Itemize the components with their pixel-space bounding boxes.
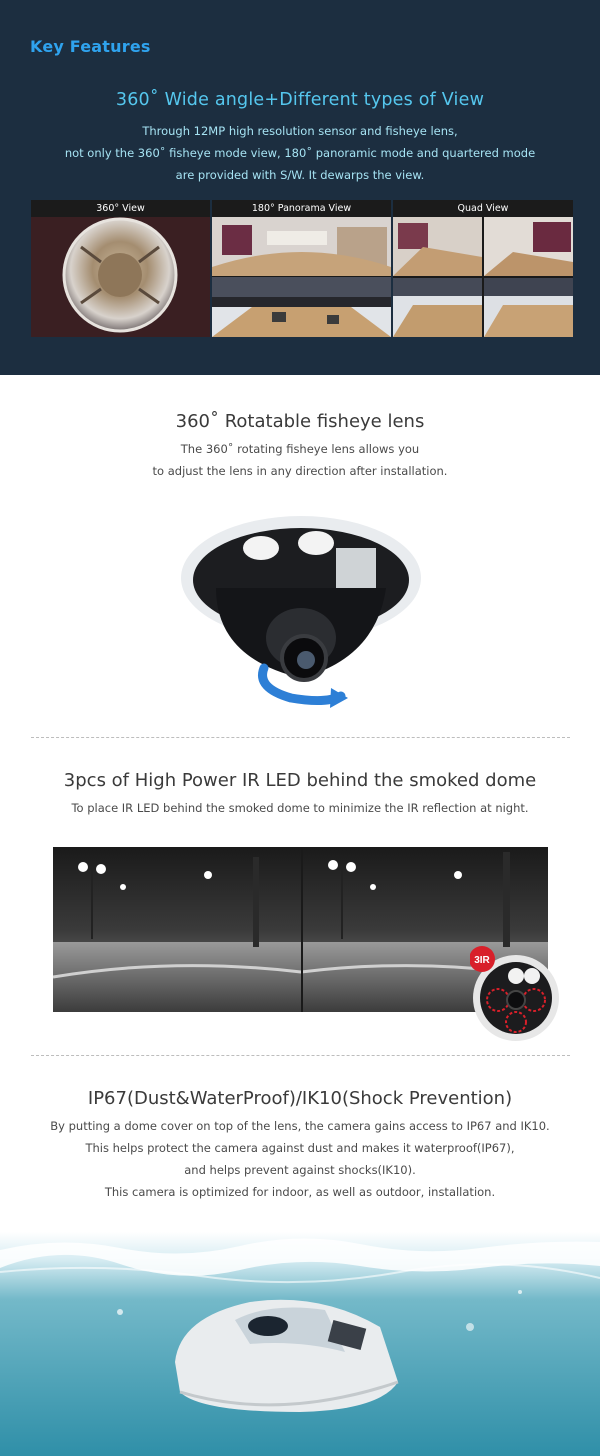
view-panorama bbox=[212, 200, 391, 337]
description-line: The 360˚ rotating fisheye lens allows you bbox=[180, 442, 420, 456]
description-line: Through 12MP high resolution sensor and fisheye lens, bbox=[142, 124, 458, 138]
quad-image bbox=[393, 217, 573, 337]
rotatable-description bbox=[0, 438, 600, 482]
key-features-section bbox=[0, 0, 600, 375]
rotating-camera-illustration bbox=[176, 508, 426, 718]
view-label: 360° View bbox=[31, 200, 210, 217]
view-label: 180° Panorama View bbox=[212, 200, 391, 217]
description-line: This camera is optimized for indoor, as well as outdoor, installation. bbox=[104, 1185, 496, 1199]
ir-title: 3pcs of High Power IR LED behind the smoked dome bbox=[63, 770, 537, 791]
ip67-title: IP67(Dust&WaterProof)/IK10(Shock Prevention) bbox=[87, 1088, 513, 1109]
ir-description bbox=[0, 797, 600, 819]
wide-angle-title: 360˚ Wide angle+Different types of View bbox=[115, 90, 485, 110]
underwater-camera-image bbox=[0, 1232, 600, 1456]
view-360 bbox=[31, 200, 210, 337]
description-line: are provided with S/W. It dewarps the view. bbox=[175, 168, 425, 182]
view-quad bbox=[393, 200, 573, 337]
ir-badge-label: 3IR bbox=[474, 955, 490, 966]
section-divider bbox=[31, 737, 570, 738]
panorama-image bbox=[212, 217, 391, 337]
view-modes-strip bbox=[31, 200, 573, 337]
ip67-description bbox=[0, 1115, 600, 1203]
description-line: to adjust the lens in any direction after installation. bbox=[152, 464, 448, 478]
description-line: and helps prevent against shocks(IK10). bbox=[184, 1163, 416, 1177]
section-divider bbox=[31, 1055, 570, 1056]
ir-dome-camera bbox=[470, 942, 560, 1044]
wide-angle-description bbox=[0, 120, 600, 186]
description-line: This helps protect the camera against dust and makes it waterproof(IP67), bbox=[85, 1141, 515, 1155]
description-line: not only the 360˚ fisheye mode view, 180˚ panoramic mode and quartered mode bbox=[64, 146, 536, 160]
description-line: By putting a dome cover on top of the lens, the camera gains access to IP67 and IK10. bbox=[50, 1119, 550, 1133]
view-label: Quad View bbox=[393, 200, 573, 217]
rotatable-title: 360˚ Rotatable fisheye lens bbox=[175, 411, 425, 432]
fisheye-image bbox=[31, 217, 210, 337]
description-line: To place IR LED behind the smoked dome to minimize the IR reflection at night. bbox=[71, 801, 529, 815]
key-features-heading: Key Features bbox=[30, 37, 151, 56]
